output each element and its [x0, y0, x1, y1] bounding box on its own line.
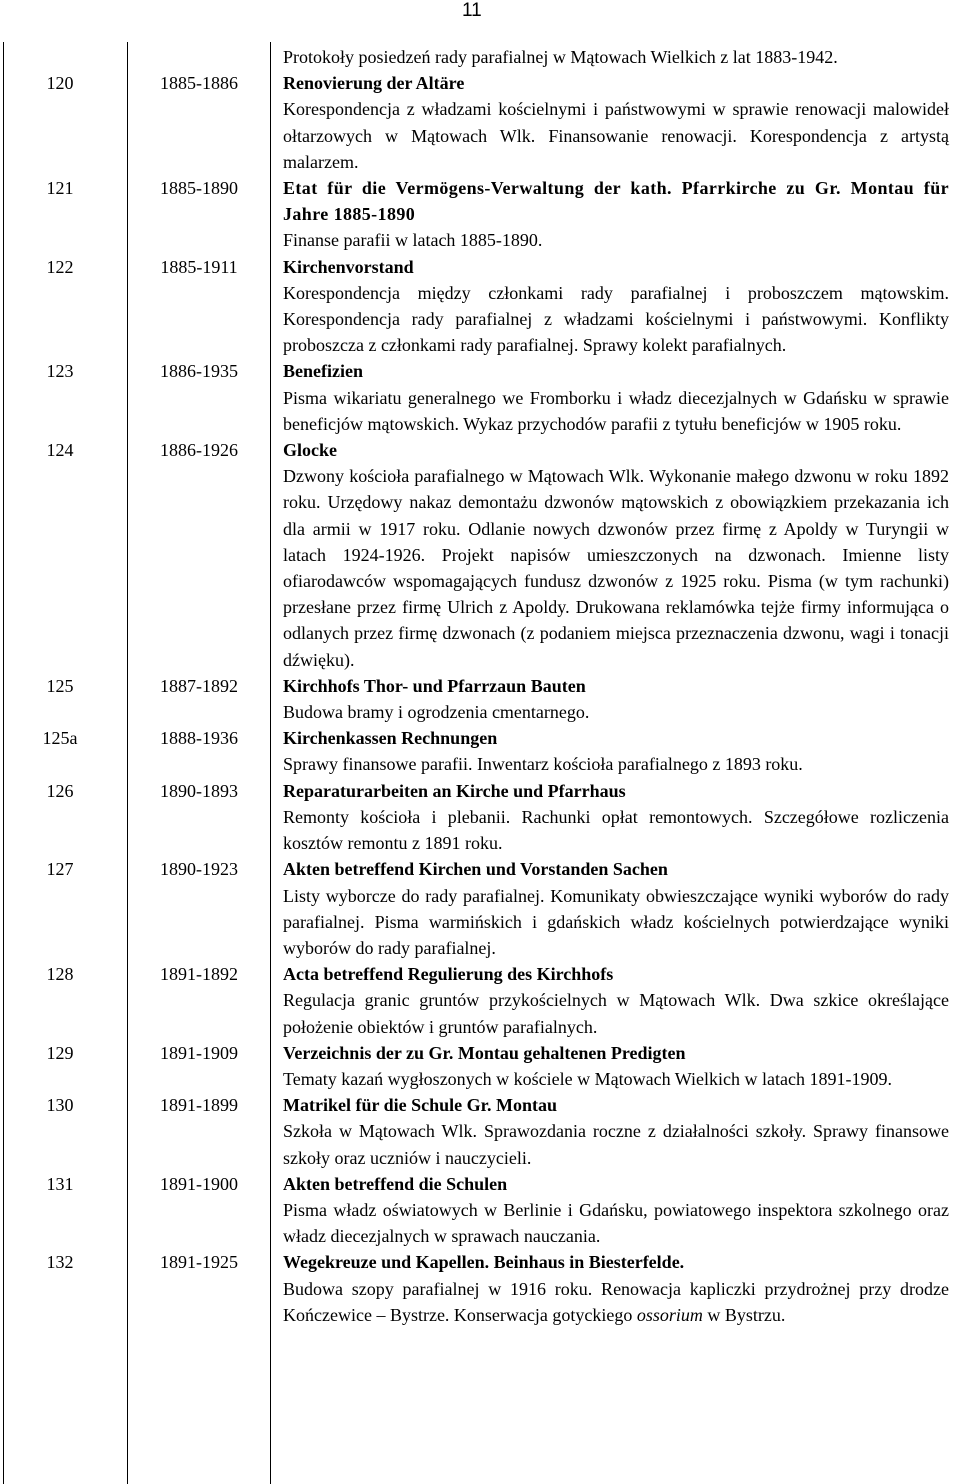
entry-description: Budowa bramy i ogrodzenia cmentarnego.	[283, 702, 590, 723]
entry-title: Renovierung der Altäre	[283, 73, 465, 94]
entry-title: Etat für die Vermögens-Verwaltung der kath. Pfarrkirche zu Gr. Montau für Jahre 1885-1890	[283, 178, 949, 225]
entry-number: 132	[46, 1252, 74, 1273]
entry-description: Tematy kazań wygłoszonych w kościele w Mątowach Wielkich w latach 1891-1909.	[283, 1068, 893, 1089]
archive-entry	[0, 725, 960, 777]
archive-entry	[0, 437, 960, 673]
entry-body	[283, 856, 949, 961]
entry-body	[283, 175, 949, 254]
entry-title: Acta betreffend Regulierung des Kirchhofs	[283, 964, 614, 985]
entry-title: Kirchenvorstand	[283, 256, 414, 277]
archive-entry	[0, 1249, 960, 1328]
entry-body	[283, 437, 949, 673]
entry-years: 1887-1892	[160, 675, 238, 696]
archive-entry	[0, 1171, 960, 1250]
archive-entry	[0, 254, 960, 359]
archive-entry	[0, 961, 960, 1040]
entry-years: 1886-1935	[160, 361, 238, 382]
entry-body	[283, 725, 949, 777]
entry-years: 1890-1893	[160, 780, 238, 801]
entry-description-italic: ossorium	[636, 1304, 703, 1325]
entry-title: Glocke	[283, 440, 337, 461]
entry-body	[283, 1171, 949, 1250]
archive-entry-list	[0, 44, 960, 1328]
entry-body	[283, 358, 949, 437]
archive-entry	[0, 358, 960, 437]
entry-description: Korespondencja między członkami rady parafialnej i proboszczem mątowskim. Korespondencja rady parafialnej z władzami kościelnymi i państwowymi. Konflikty proboszcza z członkami rady parafialnej. Sprawy kolekt parafialnych.	[283, 282, 949, 356]
entry-number: 127	[46, 859, 74, 880]
entry-description: Protokoły posiedzeń rady parafialnej w Mątowach Wielkich z lat 1883-1942.	[283, 47, 838, 67]
archive-entry	[0, 44, 960, 70]
entry-number: 123	[46, 361, 74, 382]
entry-description-part: w Bystrzu.	[702, 1304, 786, 1325]
entry-description: Listy wyborcze do rady parafialnej. Komunikaty obwieszczające wyniki wyborów do rady parafialnej. Pisma warmińskich i gdańskich władz kościelnych potwierdzające wyniki wyborów do rady parafialnej.	[283, 885, 949, 958]
entry-description: Pisma wikariatu generalnego we Fromborku i władz diecezjalnych w Gdańsku w sprawie beneficjów mątowskich. Wykaz przychodów parafii z tytułu beneficjów w 1905 roku.	[283, 387, 949, 434]
archive-entry	[0, 778, 960, 857]
entry-years: 1891-1892	[160, 964, 238, 985]
entry-years: 1891-1899	[160, 1095, 238, 1116]
entry-title: Matrikel für die Schule Gr. Montau	[283, 1095, 557, 1116]
entry-body	[283, 1092, 949, 1171]
entry-description	[283, 1276, 949, 1328]
entry-years: 1886-1926	[160, 440, 238, 461]
entry-title: Reparaturarbeiten an Kirche und Pfarrhaus	[283, 780, 626, 801]
entry-description: Sprawy finansowe parafii. Inwentarz kościoła parafialnego z 1893 roku.	[283, 754, 803, 775]
entry-number: 121	[46, 178, 74, 199]
entry-body	[283, 961, 949, 1040]
entry-description: Pisma władz oświatowych w Berlinie i Gdańsku, powiatowego inspektora szkolnego oraz władz diecezjalnych w sprawach nauczania.	[283, 1199, 949, 1247]
entry-years: 1885-1911	[160, 256, 238, 277]
entry-title: Benefizien	[283, 361, 363, 382]
entry-number: 129	[46, 1042, 74, 1063]
entry-title: Kirchenkassen Rechnungen	[283, 728, 498, 749]
entry-description: Szkoła w Mątowach Wlk. Sprawozdania roczne z działalności szkoły. Sprawy finansowe szkoły oraz uczniów i nauczycieli.	[283, 1121, 949, 1168]
archive-entry	[0, 856, 960, 961]
entry-body	[283, 1040, 949, 1092]
entry-years: 1890-1923	[160, 859, 238, 880]
entry-years: 1885-1886	[160, 73, 238, 94]
archive-entry	[0, 1092, 960, 1171]
entry-title: Verzeichnis der zu Gr. Montau gehaltenen Predigten	[283, 1042, 686, 1063]
entry-years: 1888-1936	[160, 728, 238, 749]
entry-number: 126	[46, 780, 74, 801]
entry-years: 1891-1900	[160, 1173, 238, 1194]
archive-entry	[0, 70, 960, 175]
entry-title: Kirchhofs Thor- und Pfarrzaun Bauten	[283, 675, 586, 696]
entry-body	[283, 44, 949, 70]
entry-number: 128	[46, 964, 74, 985]
entry-number: 125a	[42, 728, 78, 749]
entry-number: 122	[46, 256, 74, 277]
entry-description: Dzwony kościoła parafialnego w Mątowach Wlk. Wykonanie małego dzwonu w roku 1892 roku. Urzędowy nakaz demontażu dzwonów mątowskich z obowiązkiem przekazania ich dla armii w 1917 roku. Odlanie nowych dzwonów przez firmę z Apoldy w Turyngii w latach 1924-1926. Projekt napisów umieszczonych na dzwonach. Imienne listy ofiarodawców wspomagających fundusz dzwonów z 1925 roku. Pisma (w tym rachunki) przesłane przez firmę Ulrich z Apoldy. Drukowana reklamówka tejże firmy informująca o odlanych przez firmę dzwonach (z podaniem miejsca przeznaczenia dzwonu, wagi i tonacji dźwięku).	[283, 466, 949, 670]
page-number: 11	[462, 0, 482, 21]
archive-entry	[0, 673, 960, 725]
archive-entry	[0, 175, 960, 254]
entry-title: Akten betreffend Kirchen und Vorstanden Sachen	[283, 859, 668, 880]
entry-body	[283, 70, 949, 175]
entry-years: 1891-1925	[160, 1252, 238, 1273]
entry-body	[283, 778, 949, 857]
entry-body	[283, 673, 949, 725]
entry-description-part: Budowa szopy parafialnej w 1916 roku. Renowacja kapliczki przydrożnej przy drodze Kończewice – Bystrze. Konserwacja gotyckiego	[283, 1278, 949, 1325]
entry-number: 125	[46, 675, 74, 696]
entry-title: Akten betreffend die Schulen	[283, 1173, 508, 1194]
entry-years: 1885-1890	[160, 178, 238, 199]
entry-description: Regulacja granic gruntów przykościelnych w Mątowach Wlk. Dwa szkice określające położenie obiektów i gruntów parafialnych.	[283, 990, 949, 1037]
archive-entry	[0, 1040, 960, 1092]
entry-number: 131	[46, 1173, 74, 1194]
entry-number: 120	[46, 73, 74, 94]
entry-description: Remonty kościoła i plebanii. Rachunki opłat remontowych. Szczegółowe rozliczenia kosztów remontu z 1891 roku.	[283, 806, 949, 854]
entry-description: Finanse parafii w latach 1885-1890.	[283, 230, 543, 251]
entry-title: Wegekreuze und Kapellen. Beinhaus in Biesterfelde.	[283, 1252, 685, 1273]
entry-body	[283, 254, 949, 359]
entry-description: Korespondencja z władzami kościelnymi i państwowymi w sprawie renowacji malowideł ołtarzowych w Mątowach Wlk. Finansowanie renowacji. Korespondencja z artystą malarzem.	[283, 99, 949, 172]
entry-body	[283, 1249, 949, 1328]
entry-years: 1891-1909	[160, 1042, 238, 1063]
entry-number: 130	[46, 1095, 74, 1116]
entry-number: 124	[46, 440, 74, 461]
